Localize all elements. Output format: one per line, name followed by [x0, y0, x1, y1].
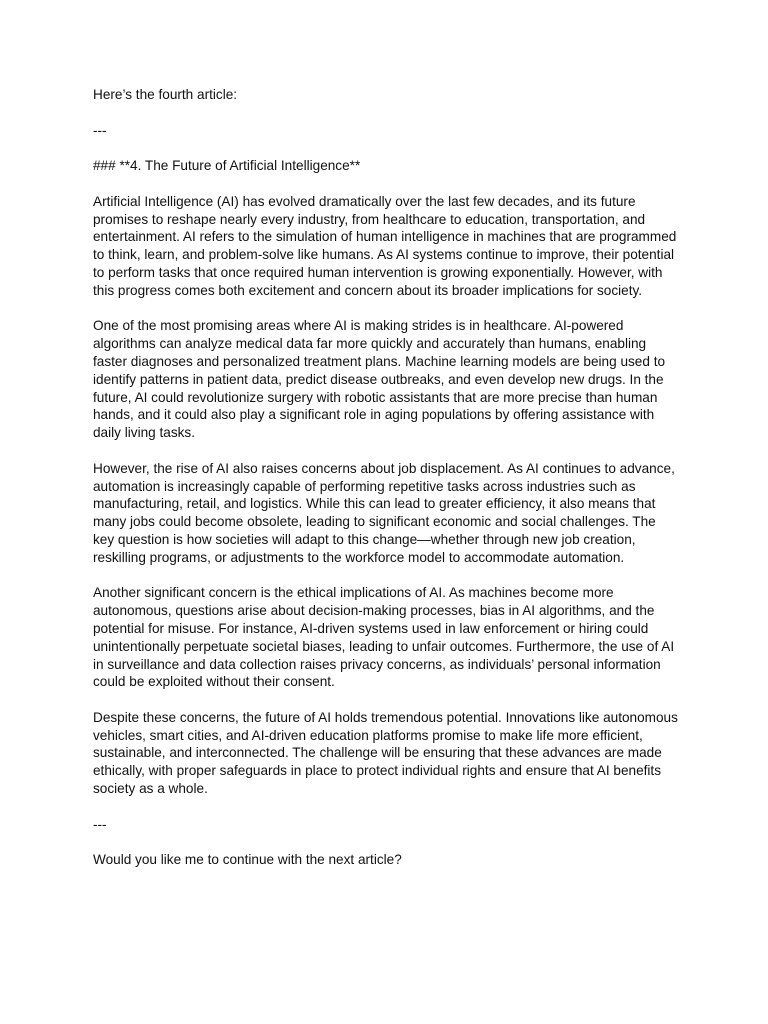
paragraph-5: Despite these concerns, the future of AI holds tremendous potential. Innovations like autonomous vehicles, smart cities, and AI-driven education platforms promise to make life more efficient, sustainable, and interconnected. The challenge will be ensuring that these advances are made ethically, with proper safeguards in place to protect individual rights and ensure that AI benefits society as a whole. [93, 709, 678, 797]
closing-question: Would you like me to continue with the next article? [93, 852, 402, 868]
separator-bottom: --- [93, 816, 107, 832]
paragraph-4: Another significant concern is the ethical implications of AI. As machines become more autonomous, questions arise about decision-making processes, bias in AI algorithms, and the potential for misuse. For instance, AI-driven systems used in law enforcement or hiring could unintentionally perpetuate societal biases, leading to unfair outcomes. Furthermore, the use of AI in surveillance and data collection raises privacy concerns, as individuals’ personal information could be exploited without their consent. [93, 585, 675, 690]
paragraph-1: Artificial Intelligence (AI) has evolved dramatically over the last few decades, and its future promises to reshape nearly every industry, from healthcare to education, transportation, and entertainment. AI refers to the simulation of human intelligence in machines that are programmed to think, learn, and problem-solve like humans. As AI systems continue to improve, their potential to perform tasks that once required human intervention is growing exponentially. However, with this progress comes both excitement and concern about its broader implications for society. [93, 193, 677, 298]
paragraph-2: One of the most promising areas where AI is making strides is in healthcare. AI-powered algorithms can analyze medical data far more quickly and accurately than humans, enabling faster diagnoses and personalized treatment plans. Machine learning models are being used to identify patterns in patient data, predict disease outbreaks, and even develop new drugs. In the future, AI could revolutionize surgery with robotic assistants that are more precise than human hands, and it could also play a significant role in aging populations by offering assistance with daily living tasks. [93, 318, 666, 441]
intro-line: Here’s the fourth article: [93, 87, 238, 102]
article-heading: ### **4. The Future of Artificial Intelligence** [93, 158, 361, 174]
separator-top: --- [93, 122, 107, 138]
document-content [93, 86, 678, 887]
paragraph-3: However, the rise of AI also raises concerns about job displacement. As AI continues to advance, automation is increasingly capable of performing repetitive tasks across industries such as manufacturing, retail, and logistics. While this can lead to greater efficiency, it also means that many jobs could become obsolete, leading to significant economic and social challenges. The key question is how societies will adapt to this change—whether through new job creation, reskilling programs, or adjustments to the workforce model to accommodate automation. [93, 460, 675, 565]
